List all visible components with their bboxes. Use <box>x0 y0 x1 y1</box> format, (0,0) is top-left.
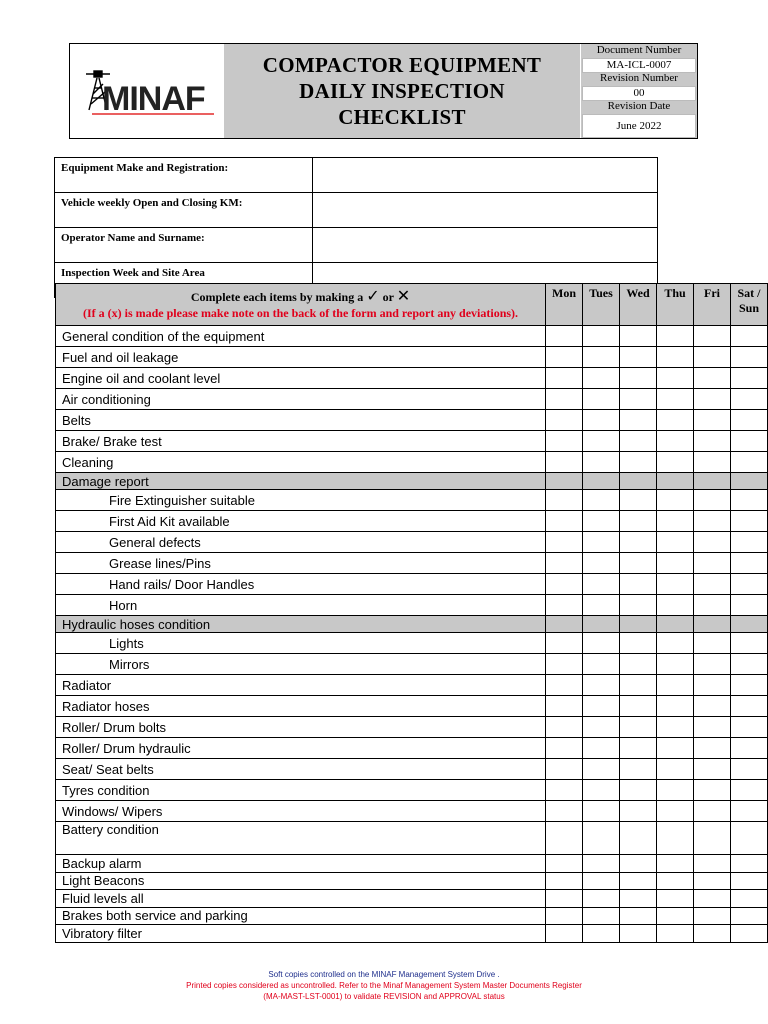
day-check-cell[interactable] <box>620 907 657 925</box>
day-check-cell[interactable] <box>657 326 694 347</box>
day-check-cell[interactable] <box>620 616 657 633</box>
day-check-cell[interactable] <box>620 759 657 780</box>
checklist-item-label: Roller/ Drum bolts <box>56 717 546 738</box>
instruction-or: or <box>382 290 394 304</box>
checklist-row <box>56 654 768 675</box>
day-check-cell[interactable] <box>694 553 731 574</box>
day-check-cell[interactable] <box>546 553 583 574</box>
day-check-cell[interactable] <box>657 890 694 908</box>
day-check-cell[interactable] <box>546 410 583 431</box>
day-check-cell[interactable] <box>694 738 731 759</box>
day-check-cell[interactable] <box>546 780 583 801</box>
instruction-prefix: Complete each items by making a <box>190 290 364 304</box>
day-check-cell[interactable] <box>583 717 620 738</box>
day-check-cell[interactable] <box>731 890 768 908</box>
logo-cell <box>70 44 223 138</box>
day-check-cell[interactable] <box>546 431 583 452</box>
day-check-cell[interactable] <box>694 616 731 633</box>
footer-line-2: Printed copies considered as uncontrolled. Refer to the Minaf Management System Master Documents Register <box>186 981 582 990</box>
day-check-cell[interactable] <box>657 822 694 855</box>
day-check-cell[interactable] <box>657 473 694 490</box>
day-check-cell[interactable] <box>731 759 768 780</box>
day-check-cell[interactable] <box>731 675 768 696</box>
day-check-cell[interactable] <box>620 490 657 511</box>
day-check-cell[interactable] <box>694 389 731 410</box>
day-check-cell[interactable] <box>657 907 694 925</box>
day-check-cell[interactable] <box>583 326 620 347</box>
day-check-cell[interactable] <box>731 532 768 553</box>
day-check-cell[interactable] <box>694 326 731 347</box>
checklist-row <box>56 822 768 855</box>
checklist-row <box>56 872 768 890</box>
day-check-cell[interactable] <box>731 925 768 943</box>
day-check-cell[interactable] <box>694 675 731 696</box>
day-check-cell[interactable] <box>583 511 620 532</box>
info-row <box>55 158 658 193</box>
day-check-cell[interactable] <box>694 431 731 452</box>
document-meta <box>581 44 697 138</box>
day-check-cell[interactable] <box>620 389 657 410</box>
checklist-row <box>56 389 768 410</box>
checklist-item-label: Grease lines/Pins <box>56 553 546 574</box>
day-check-cell[interactable] <box>546 890 583 908</box>
day-check-cell[interactable] <box>657 654 694 675</box>
checkmark-icon: ✓ <box>366 288 380 305</box>
footer-line-3: (MA-MAST-LST-0001) to validate REVISION and APPROVAL status <box>263 992 505 1001</box>
checklist-row <box>56 780 768 801</box>
day-check-cell[interactable] <box>546 347 583 368</box>
day-check-cell[interactable] <box>657 410 694 431</box>
day-check-cell[interactable] <box>731 633 768 654</box>
day-check-cell[interactable] <box>657 368 694 389</box>
checklist-item-label: Radiator hoses <box>56 696 546 717</box>
day-check-cell[interactable] <box>620 368 657 389</box>
day-check-cell[interactable] <box>583 654 620 675</box>
day-check-cell[interactable] <box>731 822 768 855</box>
day-check-cell[interactable] <box>657 675 694 696</box>
day-check-cell[interactable] <box>694 347 731 368</box>
checklist-item-label: Hand rails/ Door Handles <box>56 574 546 595</box>
checklist-item-label: Light Beacons <box>56 872 546 890</box>
day-check-cell[interactable] <box>620 431 657 452</box>
checklist-row <box>56 696 768 717</box>
day-check-cell[interactable] <box>583 368 620 389</box>
checklist-item-label: Windows/ Wipers <box>56 801 546 822</box>
day-check-cell[interactable] <box>694 490 731 511</box>
day-check-cell[interactable] <box>583 595 620 616</box>
checklist-row <box>56 925 768 943</box>
checklist-item-label: General defects <box>56 532 546 553</box>
day-check-cell[interactable] <box>546 452 583 473</box>
day-check-cell[interactable] <box>731 595 768 616</box>
day-check-cell[interactable] <box>657 452 694 473</box>
day-check-cell[interactable] <box>620 717 657 738</box>
day-check-cell[interactable] <box>546 925 583 943</box>
day-check-cell[interactable] <box>620 511 657 532</box>
day-check-cell[interactable] <box>583 890 620 908</box>
day-check-cell[interactable] <box>731 553 768 574</box>
day-check-cell[interactable] <box>694 890 731 908</box>
day-check-cell[interactable] <box>657 490 694 511</box>
checklist-item-label: Seat/ Seat belts <box>56 759 546 780</box>
day-check-cell[interactable] <box>546 473 583 490</box>
day-check-cell[interactable] <box>620 553 657 574</box>
day-check-cell[interactable] <box>583 675 620 696</box>
document-number: MA-ICL-0007 <box>582 58 696 73</box>
day-check-cell[interactable] <box>583 452 620 473</box>
checklist-item-label: Cleaning <box>56 452 546 473</box>
day-check-cell[interactable] <box>546 574 583 595</box>
inspection-checklist-table <box>55 283 768 943</box>
checklist-body <box>56 326 768 943</box>
day-check-cell[interactable] <box>694 855 731 873</box>
day-check-cell[interactable] <box>620 872 657 890</box>
day-check-cell[interactable] <box>583 872 620 890</box>
day-check-cell[interactable] <box>731 368 768 389</box>
day-check-cell[interactable] <box>694 717 731 738</box>
footer-line-1: Soft copies controlled on the MINAF Management System Drive . <box>268 970 500 979</box>
day-check-cell[interactable] <box>546 532 583 553</box>
revision-date-label: Revision Date <box>607 100 671 112</box>
day-check-cell[interactable] <box>731 511 768 532</box>
day-check-cell[interactable] <box>694 907 731 925</box>
day-check-cell[interactable] <box>583 925 620 943</box>
checklist-item-label: Lights <box>56 633 546 654</box>
day-check-cell[interactable] <box>694 410 731 431</box>
revision-date: June 2022 <box>582 114 696 138</box>
weekly-km-field[interactable] <box>313 193 658 228</box>
day-check-cell[interactable] <box>731 452 768 473</box>
title-line-1: COMPACTOR EQUIPMENT <box>262 53 542 77</box>
day-header-thu: Thu <box>657 284 694 326</box>
checklist-item-label: Tyres condition <box>56 780 546 801</box>
day-check-cell[interactable] <box>546 490 583 511</box>
day-check-cell[interactable] <box>731 574 768 595</box>
day-check-cell[interactable] <box>694 633 731 654</box>
day-header-tues: Tues <box>583 284 620 326</box>
day-check-cell[interactable] <box>694 532 731 553</box>
day-check-cell[interactable] <box>620 780 657 801</box>
instruction-note: (If a (x) is made please make note on the back of the form and report any deviations). <box>82 306 519 320</box>
section-row <box>56 616 768 633</box>
day-check-cell[interactable] <box>657 801 694 822</box>
checklist-item-label: Brakes both service and parking <box>56 907 546 925</box>
day-check-cell[interactable] <box>620 410 657 431</box>
day-check-cell[interactable] <box>657 780 694 801</box>
info-label: Inspection Week and Site Area <box>55 263 313 298</box>
day-check-cell[interactable] <box>694 452 731 473</box>
day-check-cell[interactable] <box>546 907 583 925</box>
checklist-item-label: Battery condition <box>56 822 546 855</box>
day-check-cell[interactable] <box>657 759 694 780</box>
checklist-row <box>56 675 768 696</box>
checklist-item-label: Fuel and oil leakage <box>56 347 546 368</box>
info-label: Equipment Make and Registration: <box>55 158 313 193</box>
checklist-item-label: Hydraulic hoses condition <box>56 616 546 633</box>
revision-number: 00 <box>582 86 696 101</box>
day-check-cell[interactable] <box>583 616 620 633</box>
day-check-cell[interactable] <box>657 855 694 873</box>
checklist-item-label: Roller/ Drum hydraulic <box>56 738 546 759</box>
day-check-cell[interactable] <box>583 801 620 822</box>
checklist-row <box>56 855 768 873</box>
day-check-cell[interactable] <box>620 595 657 616</box>
operator-name-field[interactable] <box>313 228 658 263</box>
day-check-cell[interactable] <box>731 872 768 890</box>
document-title <box>224 44 580 138</box>
day-check-cell[interactable] <box>694 780 731 801</box>
day-header-wed: Wed <box>620 284 657 326</box>
day-check-cell[interactable] <box>731 410 768 431</box>
day-check-cell[interactable] <box>620 654 657 675</box>
day-check-cell[interactable] <box>583 431 620 452</box>
day-check-cell[interactable] <box>657 574 694 595</box>
day-check-cell[interactable] <box>657 925 694 943</box>
day-check-cell[interactable] <box>657 738 694 759</box>
revision-number-label: Revision Number <box>600 72 678 84</box>
day-check-cell[interactable] <box>694 822 731 855</box>
instruction-cell <box>56 284 546 326</box>
day-check-cell[interactable] <box>694 368 731 389</box>
day-check-cell[interactable] <box>583 389 620 410</box>
checklist-item-label: Horn <box>56 595 546 616</box>
checklist-row <box>56 574 768 595</box>
day-check-cell[interactable] <box>583 696 620 717</box>
day-check-cell[interactable] <box>546 389 583 410</box>
checklist-header-row <box>56 284 768 326</box>
checklist-item-label: Fluid levels all <box>56 890 546 908</box>
equipment-info-table <box>54 157 658 298</box>
day-check-cell[interactable] <box>620 574 657 595</box>
section-row <box>56 473 768 490</box>
day-check-cell[interactable] <box>583 822 620 855</box>
day-check-cell[interactable] <box>620 890 657 908</box>
day-check-cell[interactable] <box>731 326 768 347</box>
checklist-row <box>56 553 768 574</box>
day-check-cell[interactable] <box>546 633 583 654</box>
day-check-cell[interactable] <box>546 675 583 696</box>
day-check-cell[interactable] <box>694 473 731 490</box>
checklist-item-label: Fire Extinguisher suitable <box>56 490 546 511</box>
checklist-row <box>56 431 768 452</box>
day-check-cell[interactable] <box>583 490 620 511</box>
day-check-cell[interactable] <box>620 532 657 553</box>
day-check-cell[interactable] <box>620 696 657 717</box>
equipment-registration-field[interactable] <box>313 158 658 193</box>
day-check-cell[interactable] <box>583 855 620 873</box>
day-check-cell[interactable] <box>620 326 657 347</box>
day-check-cell[interactable] <box>657 616 694 633</box>
checklist-row <box>56 452 768 473</box>
day-check-cell[interactable] <box>620 675 657 696</box>
day-check-cell[interactable] <box>583 738 620 759</box>
info-label: Vehicle weekly Open and Closing KM: <box>55 193 313 228</box>
day-check-cell[interactable] <box>620 855 657 873</box>
checklist-item-label: Vibratory filter <box>56 925 546 943</box>
day-check-cell[interactable] <box>731 473 768 490</box>
day-check-cell[interactable] <box>546 872 583 890</box>
day-check-cell[interactable] <box>694 511 731 532</box>
day-check-cell[interactable] <box>620 633 657 654</box>
checklist-item-label: First Aid Kit available <box>56 511 546 532</box>
day-check-cell[interactable] <box>731 654 768 675</box>
checklist-row <box>56 490 768 511</box>
checklist-item-label: Air conditioning <box>56 389 546 410</box>
day-check-cell[interactable] <box>694 801 731 822</box>
checklist-item-label: Belts <box>56 410 546 431</box>
info-row <box>55 228 658 263</box>
checklist-item-label: Backup alarm <box>56 855 546 873</box>
day-check-cell[interactable] <box>694 696 731 717</box>
day-check-cell[interactable] <box>583 574 620 595</box>
checklist-row <box>56 717 768 738</box>
day-check-cell[interactable] <box>583 780 620 801</box>
day-header-sat-sun: Sat / Sun <box>731 284 768 326</box>
day-header-fri: Fri <box>694 284 731 326</box>
checklist-row <box>56 907 768 925</box>
day-check-cell[interactable] <box>657 696 694 717</box>
checklist-row <box>56 801 768 822</box>
checklist-row <box>56 633 768 654</box>
day-check-cell[interactable] <box>731 389 768 410</box>
day-check-cell[interactable] <box>583 759 620 780</box>
title-line-2: DAILY INSPECTION <box>299 79 505 103</box>
day-check-cell[interactable] <box>694 759 731 780</box>
day-check-cell[interactable] <box>731 717 768 738</box>
day-check-cell[interactable] <box>620 801 657 822</box>
checklist-item-label: Radiator <box>56 675 546 696</box>
day-check-cell[interactable] <box>546 654 583 675</box>
day-check-cell[interactable] <box>620 452 657 473</box>
checklist-item-label: General condition of the equipment <box>56 326 546 347</box>
checklist-row <box>56 759 768 780</box>
day-check-cell[interactable] <box>731 738 768 759</box>
document-number-label: Document Number <box>596 44 682 56</box>
day-check-cell[interactable] <box>657 347 694 368</box>
checklist-item-label: Mirrors <box>56 654 546 675</box>
day-check-cell[interactable] <box>694 872 731 890</box>
cross-icon: ✕ <box>396 288 411 305</box>
day-check-cell[interactable] <box>657 553 694 574</box>
day-check-cell[interactable] <box>620 347 657 368</box>
checklist-item-label: Brake/ Brake test <box>56 431 546 452</box>
day-check-cell[interactable] <box>657 389 694 410</box>
minaf-logo <box>70 44 223 138</box>
checklist-row <box>56 410 768 431</box>
title-line-3: CHECKLIST <box>338 105 466 129</box>
day-check-cell[interactable] <box>731 490 768 511</box>
day-check-cell[interactable] <box>583 907 620 925</box>
day-check-cell[interactable] <box>731 801 768 822</box>
day-check-cell[interactable] <box>731 696 768 717</box>
day-check-cell[interactable] <box>620 925 657 943</box>
day-check-cell[interactable] <box>620 473 657 490</box>
day-check-cell[interactable] <box>657 717 694 738</box>
day-check-cell[interactable] <box>731 855 768 873</box>
checklist-row <box>56 326 768 347</box>
info-row <box>55 193 658 228</box>
day-check-cell[interactable] <box>583 553 620 574</box>
day-check-cell[interactable] <box>546 595 583 616</box>
day-check-cell[interactable] <box>583 532 620 553</box>
day-check-cell[interactable] <box>546 855 583 873</box>
day-check-cell[interactable] <box>657 595 694 616</box>
checklist-item-label: Damage report <box>56 473 546 490</box>
day-check-cell[interactable] <box>546 616 583 633</box>
day-check-cell[interactable] <box>694 595 731 616</box>
day-header-mon: Mon <box>546 284 583 326</box>
checklist-row <box>56 368 768 389</box>
checklist-row <box>56 511 768 532</box>
day-check-cell[interactable] <box>583 633 620 654</box>
day-check-cell[interactable] <box>546 801 583 822</box>
info-label: Operator Name and Surname: <box>55 228 313 263</box>
checklist-row <box>56 595 768 616</box>
day-check-cell[interactable] <box>657 633 694 654</box>
day-check-cell[interactable] <box>731 347 768 368</box>
day-check-cell[interactable] <box>546 368 583 389</box>
day-check-cell[interactable] <box>731 780 768 801</box>
day-check-cell[interactable] <box>546 511 583 532</box>
day-check-cell[interactable] <box>731 431 768 452</box>
day-check-cell[interactable] <box>546 696 583 717</box>
day-check-cell[interactable] <box>731 907 768 925</box>
checklist-row <box>56 347 768 368</box>
day-check-cell[interactable] <box>657 431 694 452</box>
day-check-cell[interactable] <box>657 511 694 532</box>
logo-wordmark: MINAF <box>102 80 205 118</box>
day-check-cell[interactable] <box>694 654 731 675</box>
day-check-cell[interactable] <box>546 717 583 738</box>
day-check-cell[interactable] <box>583 473 620 490</box>
day-check-cell[interactable] <box>546 759 583 780</box>
checklist-row <box>56 890 768 908</box>
day-check-cell[interactable] <box>731 616 768 633</box>
day-check-cell[interactable] <box>657 872 694 890</box>
day-check-cell[interactable] <box>546 326 583 347</box>
checklist-row <box>56 532 768 553</box>
day-check-cell[interactable] <box>620 822 657 855</box>
day-check-cell[interactable] <box>620 738 657 759</box>
day-check-cell[interactable] <box>583 410 620 431</box>
day-check-cell[interactable] <box>583 347 620 368</box>
day-check-cell[interactable] <box>657 532 694 553</box>
day-check-cell[interactable] <box>694 925 731 943</box>
checklist-row <box>56 738 768 759</box>
day-check-cell[interactable] <box>694 574 731 595</box>
day-check-cell[interactable] <box>546 738 583 759</box>
day-check-cell[interactable] <box>546 822 583 855</box>
checklist-item-label: Engine oil and coolant level <box>56 368 546 389</box>
